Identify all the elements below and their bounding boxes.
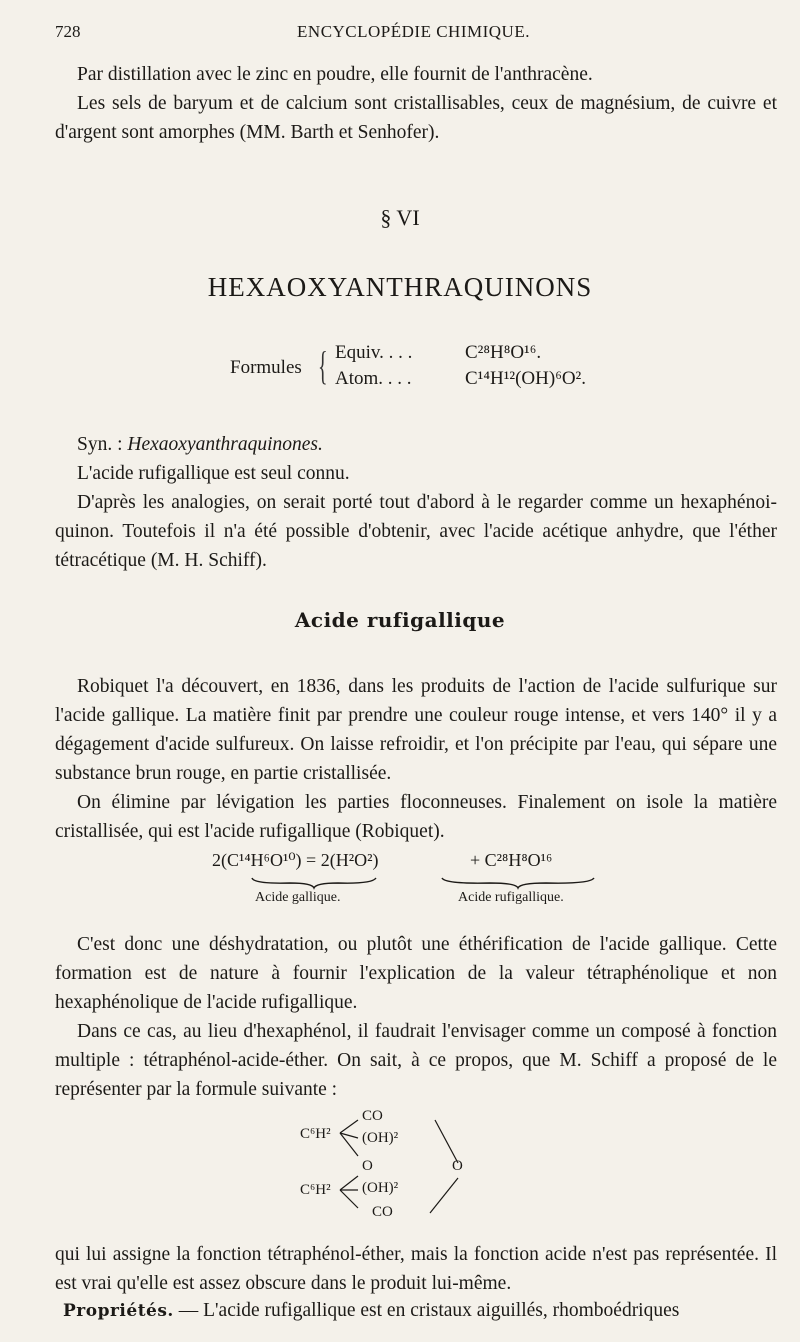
formulas-block xyxy=(230,340,650,400)
structure-bonds xyxy=(300,1108,540,1228)
analogy-paragraph: D'après les analogies, on serait porté tout d'abord à le regarder comme un hexaphénoi-quinon. Toutefois il n'a été possible d'obtenir, avec l'acide acétique anhydre, que l'éther tétracétique (M. H. Schiff). xyxy=(55,492,777,571)
reaction-equation xyxy=(0,850,800,910)
equation-rhs: + C²⁸H⁸O¹⁶ xyxy=(470,850,553,870)
atom-formula: C¹⁴H¹²(OH)⁶O². xyxy=(465,368,586,389)
section-title: HEXAOXYANTHRAQUINONS xyxy=(207,272,593,302)
page-number: 728 xyxy=(55,22,81,41)
page-header xyxy=(55,22,772,48)
section-number: § VI xyxy=(380,205,420,230)
intro-paragraph-2: Les sels de baryum et de calcium sont cristallisables, ceux de magnésium, de cuivre et d'argent sont amorphes (MM. Barth et Senhofer). xyxy=(55,93,777,143)
running-title: ENCYCLOPÉDIE CHIMIQUE. xyxy=(297,22,530,41)
structure-co-top: CO xyxy=(362,1108,383,1124)
synonym-prefix: Syn. : xyxy=(77,434,128,455)
synonym-line xyxy=(55,430,777,459)
body-paragraph-5: qui lui assigne la fonction tétraphénol-éther, mais la fonction acide n'est pas représentée. Il est vrai qu'elle est assez obscure dans le produit lui-même. xyxy=(55,1244,777,1294)
equiv-label: Equiv. . . . xyxy=(335,342,413,363)
caption-gallic-acid: Acide gallique. xyxy=(255,890,341,905)
structure-co-bottom: CO xyxy=(372,1204,393,1220)
atom-label: Atom. . . . xyxy=(335,368,412,389)
properties-line xyxy=(55,1296,777,1326)
structure-o-right: O xyxy=(452,1158,463,1174)
structure-c6h2-bottom: C⁶H² xyxy=(300,1182,331,1198)
properties-text: — L'acide rufigallique est en cristaux aiguillés, rhomboédriques xyxy=(173,1300,680,1321)
equation-braces xyxy=(0,850,800,910)
body-paragraph-2: On élimine par lévigation les parties floconneuses. Finalement on isole la matière cristallisée, qui est l'acide rufigallique (Robiquet). xyxy=(55,792,777,842)
body-paragraph-3: C'est donc une déshydratation, ou plutôt une éthérification de l'acide gallique. Cette formation est de nature à fournir l'explication de la valeur tétraphénolique et non hexaphénolique de l'acide rufigallique. xyxy=(55,934,777,1013)
equation-lhs: 2(C¹⁴H⁶O¹⁰) = 2(H²O²) xyxy=(212,850,379,870)
equiv-formula: C²⁸H⁸O¹⁶. xyxy=(465,342,542,363)
caption-rufigallic-acid: Acide rufigallique. xyxy=(458,890,564,905)
structure-o-left: O xyxy=(362,1158,373,1174)
properties-label: Propriétés. xyxy=(63,1301,174,1321)
body-paragraph-1: Robiquet l'a découvert, en 1836, dans les produits de l'action de l'acide sulfurique sur l'acide gallique. La matière finit par prendre une couleur rouge intense, et vers 140° il y a dégagement d'acide sulfureux. On laisse refroidir, et l'on précipite par l'eau, qui sépare une substance brun rouge, en partie cristallisée. xyxy=(55,676,777,784)
formulas-brace: { xyxy=(318,343,328,388)
structure-oh2-top: (OH)² xyxy=(362,1130,399,1146)
synonym-line-2: L'acide rufigallique est seul connu. xyxy=(77,463,350,484)
formulas-label: Formules xyxy=(230,357,302,378)
acid-heading: Acide rufigallique xyxy=(294,608,506,632)
synonym-name: Hexaoxyanthraquinones. xyxy=(127,434,323,455)
structure-oh2-bottom: (OH)² xyxy=(362,1180,399,1196)
structural-formula xyxy=(300,1108,540,1228)
intro-paragraph-1: Par distillation avec le zinc en poudre, elle fournit de l'anthracène. xyxy=(77,64,593,85)
structure-c6h2-top: C⁶H² xyxy=(300,1126,331,1142)
body-paragraph-4: Dans ce cas, au lieu d'hexaphénol, il faudrait l'envisager comme un composé à fonction multiple : tétraphénol-acide-éther. On sait, à ce propos, que M. Schiff a proposé de le représenter par la formule suivante : xyxy=(55,1021,777,1100)
